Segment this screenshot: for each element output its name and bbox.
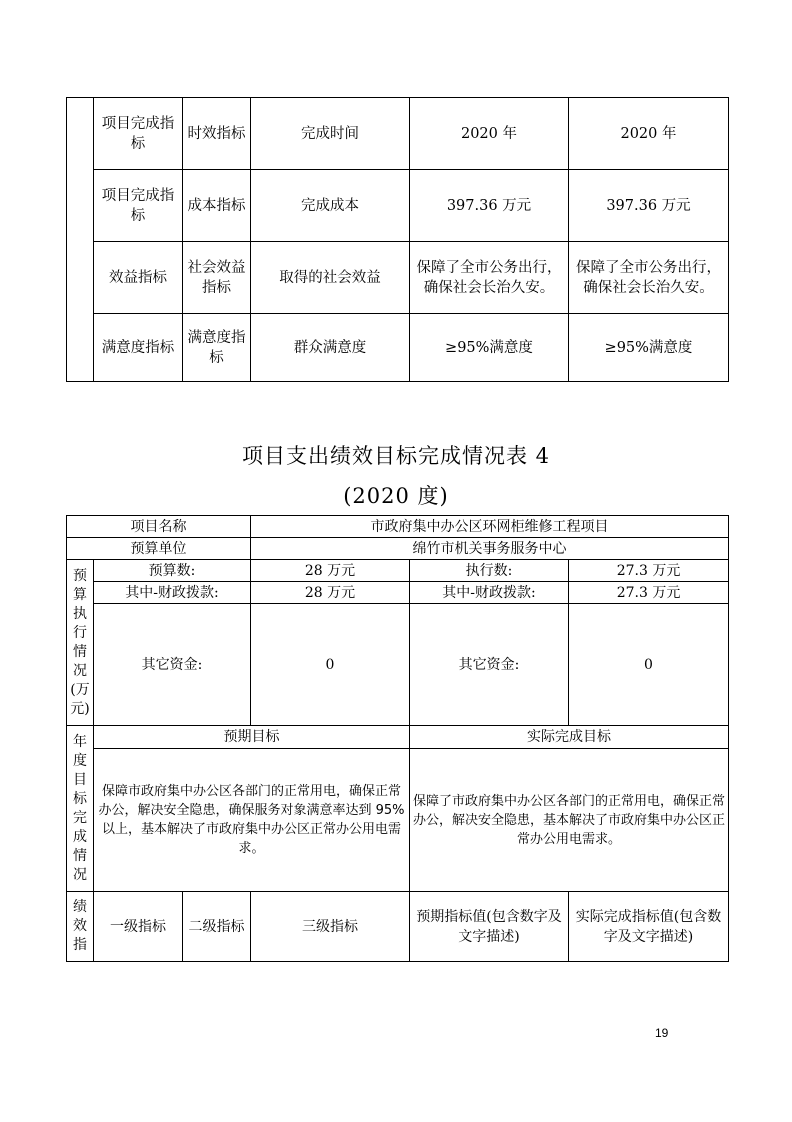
exec-value: 27.3 万元 (569, 560, 729, 582)
fiscal-label: 其中-财政拨款: (94, 582, 251, 604)
cell-level2: 社会效益指标 (183, 242, 251, 314)
page-subtitle-year: (2020 度) (343, 484, 449, 508)
cell-level2: 满意度指标 (183, 314, 251, 382)
table-row (67, 516, 729, 538)
table-row (67, 170, 729, 242)
page-number: 19 (655, 1026, 669, 1040)
planned-value-header: 预期指标值(包含数字及文字描述) (410, 892, 569, 962)
cell-level2: 时效指标 (183, 98, 251, 170)
actual-goal-text: 保障了市政府集中办公区各部门的正常用电，确保正常办公，解决安全隐患，基本解决了市政府集中办公区正常办公用电需求。 (410, 749, 729, 892)
annual-goal-label: 年度目标完成情况 (67, 726, 94, 892)
table-row (67, 582, 729, 604)
fiscal-exec-label: 其中-财政拨款: (410, 582, 569, 604)
cell-planned: 397.36 万元 (410, 170, 569, 242)
cell-level1: 项目完成指标 (94, 98, 183, 170)
page-title: 项目支出绩效目标完成情况表 4 (241, 444, 551, 468)
cell-planned: 保障了全市公务出行，确保社会长治久安。 (410, 242, 569, 314)
cell-actual: 保障了全市公务出行，确保社会长治久安。 (569, 242, 729, 314)
budget-value: 28 万元 (251, 560, 410, 582)
planned-goal-label: 预期目标 (94, 726, 410, 749)
cell-actual: 2020 年 (569, 98, 729, 170)
cell-planned: ≥95%满意度 (410, 314, 569, 382)
table-row (67, 242, 729, 314)
other-funds-label: 其它资金: (94, 604, 251, 726)
budget-label: 预算数: (94, 560, 251, 582)
level3-header: 三级指标 (251, 892, 410, 962)
table-row (67, 560, 729, 582)
budget-unit-label: 预算单位 (67, 538, 251, 560)
cell-actual: 397.36 万元 (569, 170, 729, 242)
table-row (67, 538, 729, 560)
cell-level3: 完成成本 (251, 170, 410, 242)
perf-indicator-label: 绩效指 (67, 892, 94, 962)
level1-header: 一级指标 (94, 892, 183, 962)
fiscal-value: 28 万元 (251, 582, 410, 604)
project-name-label: 项目名称 (67, 516, 251, 538)
cell-level3: 取得的社会效益 (251, 242, 410, 314)
budget-exec-label: 预算执行情况(万元) (67, 560, 94, 726)
cell-level1: 项目完成指标 (94, 170, 183, 242)
performance-table (66, 515, 729, 962)
table-row (67, 892, 729, 962)
other-funds-exec-label: 其它资金: (410, 604, 569, 726)
other-funds-value: 0 (251, 604, 410, 726)
cell-level1: 满意度指标 (94, 314, 183, 382)
table-row (67, 749, 729, 892)
cell-level3: 完成时间 (251, 98, 410, 170)
cell-planned: 2020 年 (410, 98, 569, 170)
indicator-table-continued (66, 97, 729, 382)
table-row (67, 314, 729, 382)
cell-level1: 效益指标 (94, 242, 183, 314)
project-name-value: 市政府集中办公区环网柜维修工程项目 (251, 516, 729, 538)
level2-header: 二级指标 (183, 892, 251, 962)
table-row (67, 726, 729, 749)
budget-unit-value: 绵竹市机关事务服务中心 (251, 538, 729, 560)
table-row (67, 98, 729, 170)
cell-level2: 成本指标 (183, 170, 251, 242)
table-row (67, 604, 729, 726)
exec-label: 执行数: (410, 560, 569, 582)
cell-actual: ≥95%满意度 (569, 314, 729, 382)
planned-goal-text: 保障市政府集中办公区各部门的正常用电，确保正常办公，解决安全隐患，确保服务对象满意率达到 95%以上，基本解决了市政府集中办公区正常办公用电需求。 (94, 749, 410, 892)
actual-value-header: 实际完成指标值(包含数字及文字描述) (569, 892, 729, 962)
other-funds-exec-value: 0 (569, 604, 729, 726)
actual-goal-label: 实际完成目标 (410, 726, 729, 749)
cell-level3: 群众满意度 (251, 314, 410, 382)
fiscal-exec-value: 27.3 万元 (569, 582, 729, 604)
blank-category-cell (67, 98, 94, 382)
